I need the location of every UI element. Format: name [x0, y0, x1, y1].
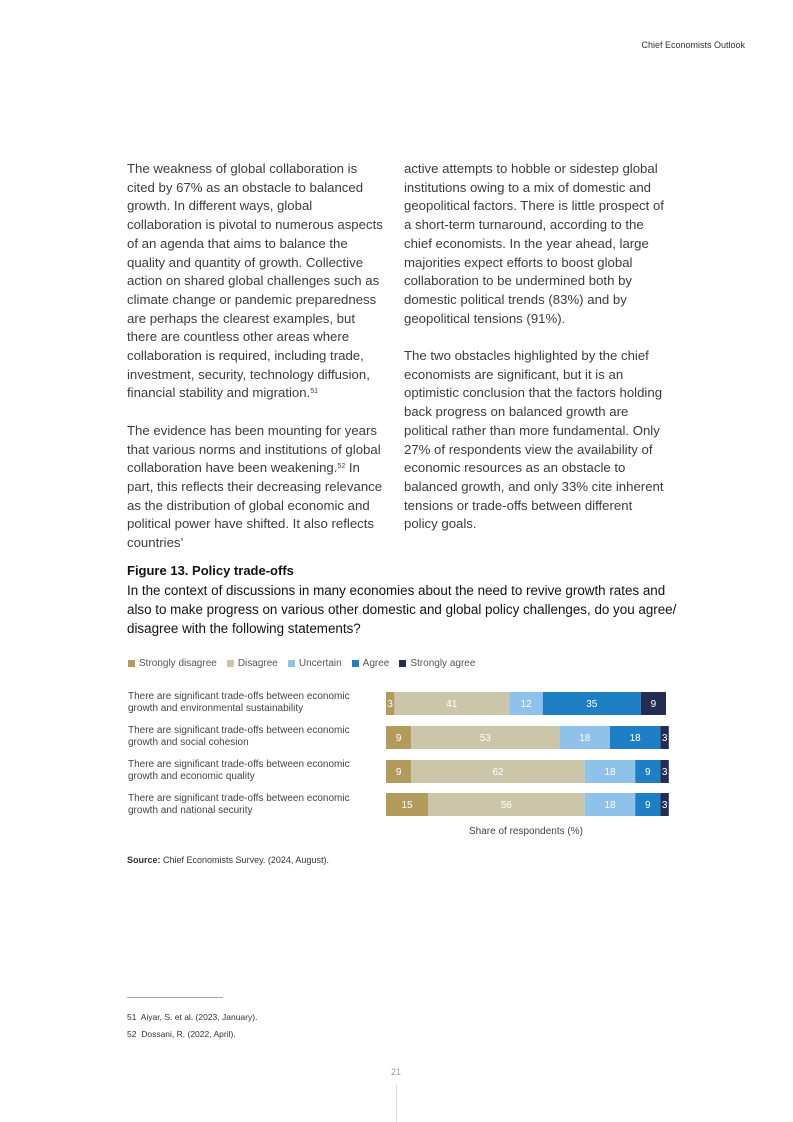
legend-label: Agree — [362, 658, 390, 669]
page-number: 21 — [391, 1067, 402, 1077]
legend-label: Strongly disagree — [139, 658, 217, 669]
bar-value-label: 18 — [604, 767, 616, 778]
footnote: 51 Aiyar, S. et al. (2023, January). — [127, 1012, 258, 1022]
paragraph: The evidence has been mounting for years that various norms and institutions of global collaboration have been weakening.$^{52}$ In part, this reflects their decreasing relevance as the distribution of global economic and political power have shifted. It also reflects countries’ — [127, 422, 383, 551]
footnote-ref[interactable]: 51 — [310, 388, 319, 396]
figure-question: In the context of discussions in many economies about the need to revive growth rates and also to make progress on various other domestic and global policy challenges, do you agree/ disagree with the following statements? — [127, 583, 677, 636]
bar-value-label: 9 — [645, 767, 651, 778]
bar-value-label: 35 — [586, 699, 598, 710]
bar-value-label: 41 — [446, 699, 458, 710]
bar-value-label: 56 — [500, 800, 512, 811]
bar-value-label: 9 — [645, 800, 651, 811]
bar-value-label: 62 — [492, 767, 504, 778]
bar-value-label: 18 — [579, 733, 591, 744]
bar-value-label: 18 — [629, 733, 641, 744]
bar-value-label: 15 — [401, 800, 413, 811]
bar-value-label: 9 — [650, 699, 657, 710]
bar-value-label: 3 — [387, 699, 393, 710]
bar-value-label: 3 — [661, 733, 668, 744]
figure-source: Source: Chief Economists Survey. (2024, August). — [127, 855, 329, 865]
category-label: There are significant trade-offs between economic growth and economic quality — [128, 759, 350, 782]
running-header: Chief Economists Outlook — [641, 40, 745, 50]
paragraph: The weakness of global collaboration is cited by 67% as an obstacle to balanced growth. In different ways, global collaboration is pivotal to numerous aspects of an agenda that aims to balance the quality and quantity of growth. Collective action on shared global challenges such as climate change or pandemic preparedness are perhaps the clearest examples, but there are countless other areas where collaboration is required, including trade, investment, security, technology diffusion, financial stability and migration.$^{51}$ — [127, 161, 383, 401]
bar-value-label: 3 — [661, 767, 668, 778]
bar-value-label: 12 — [520, 699, 532, 710]
x-axis-label: Share of respondents (%) — [469, 826, 583, 837]
footnote: 52 Dossani, R. (2022, April). — [127, 1029, 236, 1039]
category-label: There are significant trade-offs between economic growth and social cohesion — [128, 725, 350, 748]
legend-label: Disagree — [237, 658, 278, 669]
figure-title: Figure 13. Policy trade-offs — [127, 563, 294, 578]
legend-label: Strongly agree — [410, 658, 476, 669]
bar-value-label: 53 — [479, 733, 491, 744]
page-marker-line — [396, 1085, 397, 1122]
bar-value-label: 9 — [395, 767, 402, 778]
category-label: There are significant trade-offs between economic growth and national security — [128, 793, 350, 816]
bar-value-label: 3 — [661, 800, 668, 811]
legend-label: Uncertain — [298, 658, 342, 669]
bar-value-label: 9 — [395, 733, 402, 744]
footnote-divider — [127, 997, 223, 998]
footnote-ref[interactable]: 52 — [337, 463, 346, 471]
paragraph: The two obstacles highlighted by the chief economists are significant, but it is an optimistic conclusion that the factors holding back progress on balanced growth are political rather than more fundamental. Only 27% of respondents view the availability of economic resources as an obstacle to balanced growth, and only 33% cite inherent tensions or trade-offs between different policy goals. — [404, 348, 664, 532]
category-label: There are significant trade-offs between economic growth and environmental sustainability — [128, 691, 350, 714]
paragraph: active attempts to hobble or sidestep global institutions owing to a mix of domestic and geopolitical factors. There is little prospect of a short-term turnaround, according to the chief economists. In the year ahead, large majorities expect efforts to boost global collaboration to be undermined both by domestic political trends (83%) and by geopolitical tensions (91%). — [404, 161, 664, 326]
bar-value-label: 18 — [604, 800, 616, 811]
